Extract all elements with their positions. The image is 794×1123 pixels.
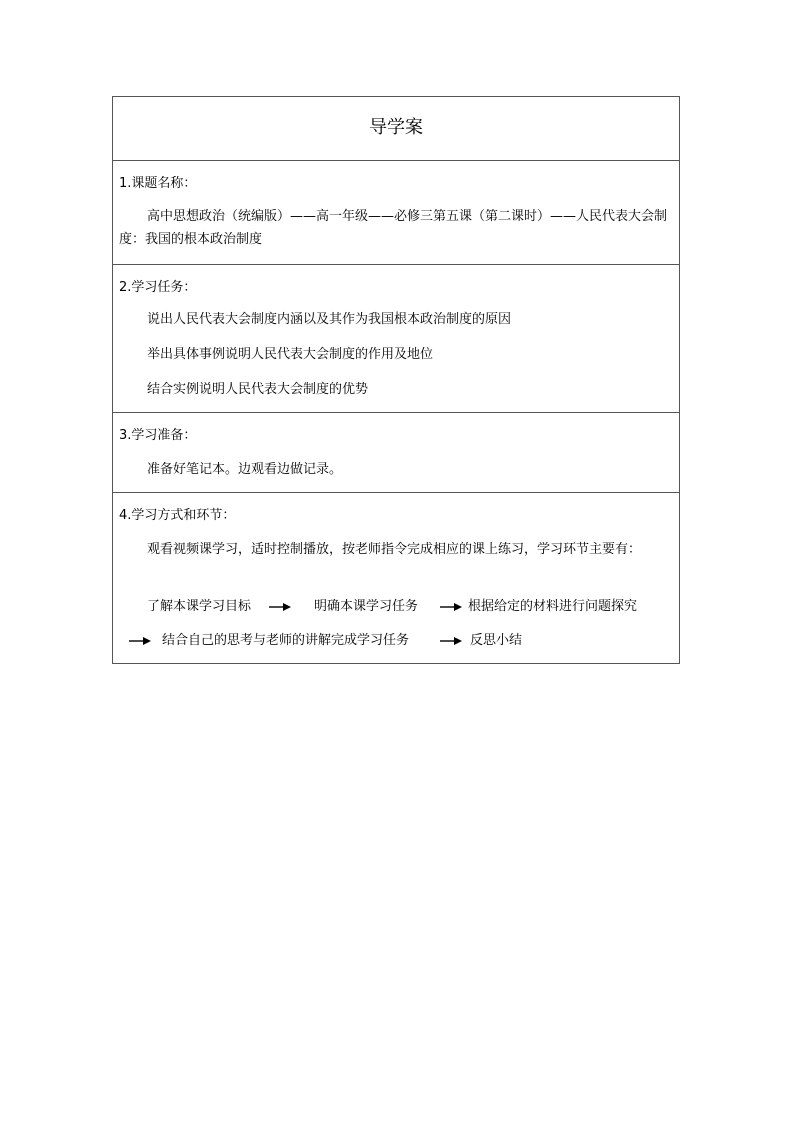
section-topic-heading: 1.课题名称： — [119, 176, 197, 191]
task-item: 举出具体事例说明人民代表大会制度的作用及地位 — [147, 347, 434, 362]
step-item: 反思小结 — [470, 633, 523, 648]
section-preparation-body: 准备好笔记本。边观看边做记录。 — [147, 462, 343, 477]
section-tasks — [113, 264, 679, 412]
arrow-right-icon — [129, 636, 151, 646]
task-item: 结合实例说明人民代表大会制度的优势 — [147, 382, 369, 397]
section-method — [113, 492, 679, 663]
section-tasks-heading: 2.学习任务： — [119, 280, 197, 295]
step-item: 明确本课学习任务 — [314, 599, 419, 614]
section-topic — [113, 160, 679, 264]
section-method-body: 观看视频课学习，适时控制播放，按老师指令完成相应的课上练习，学习环节主要有： — [147, 542, 642, 557]
step-item: 了解本课学习目标 — [147, 599, 252, 614]
section-preparation-heading: 3.学习准备： — [119, 428, 197, 443]
section-topic-body: 高中思想政治（统编版）——高一年级——必修三第五课（第二课时）——人民代表大会制度：我国的根本政治制度 — [119, 209, 668, 247]
task-item: 说出人民代表大会制度内涵以及其作为我国根本政治制度的原因 — [147, 312, 512, 327]
arrow-right-icon — [440, 602, 462, 612]
page-title: 导学案 — [369, 117, 423, 138]
title-row — [113, 97, 679, 160]
step-item: 根据给定的材料进行问题探究 — [468, 599, 638, 614]
step-item: 结合自己的思考与老师的讲解完成学习任务 — [162, 633, 410, 648]
section-preparation — [113, 412, 679, 492]
arrow-right-icon — [440, 636, 462, 646]
section-method-heading: 4.学习方式和环节： — [119, 508, 236, 523]
arrow-right-icon — [269, 602, 291, 612]
study-guide-table — [112, 96, 680, 664]
